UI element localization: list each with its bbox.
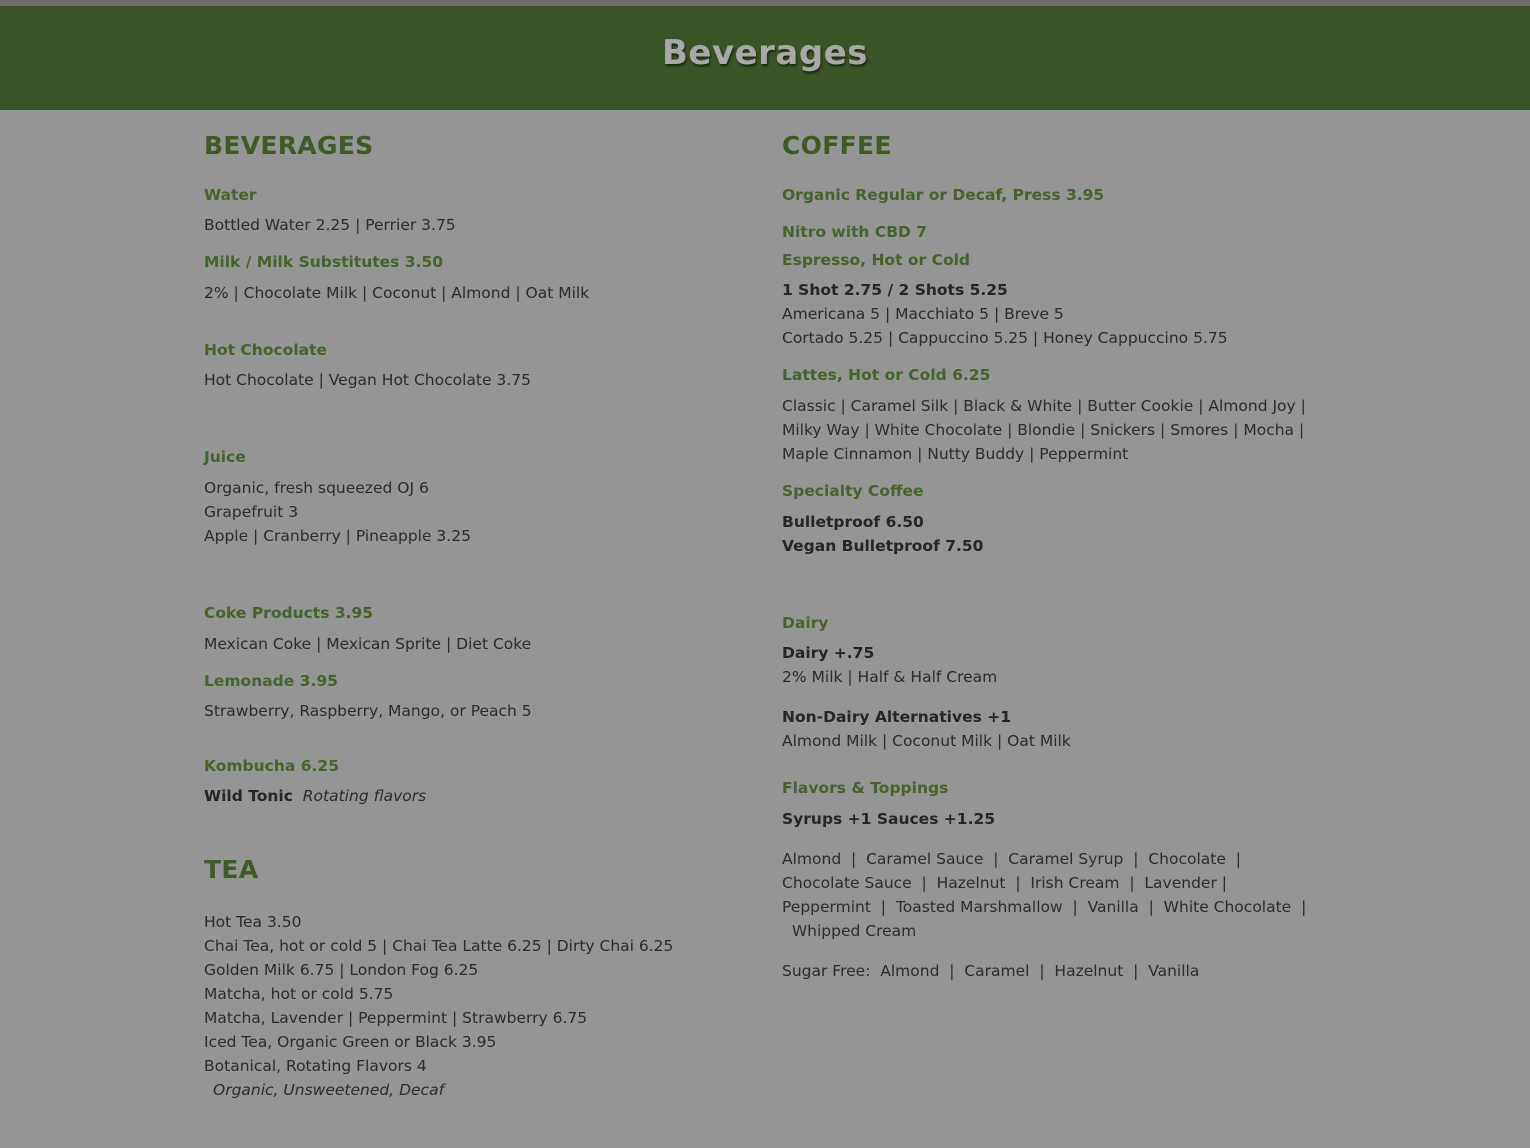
lemonade-line: Strawberry, Raspberry, Mango, or Peach 5 [204,702,532,720]
dairy-price: Dairy +.75 [782,644,875,662]
flavors-line: Almond | Caramel Sauce | Caramel Syrup | Chocolate | [782,850,1241,868]
tea-line: Chai Tea, hot or cold 5 | Chai Tea Latte 6.25 | Dirty Chai 6.25 [204,937,674,955]
tea-line: Hot Tea 3.50 [204,913,302,931]
tea-line: Matcha, hot or cold 5.75 [204,985,394,1003]
juice-title: Juice [204,448,246,466]
specialty-line: Bulletproof 6.50 [782,513,924,531]
water-title: Water [204,186,257,204]
kombucha-title: Kombucha 6.25 [204,757,339,775]
flavors-prices: Syrups +1 Sauces +1.25 [782,810,996,828]
espresso-title: Espresso, Hot or Cold [782,251,970,269]
tea-note: Organic, Unsweetened, Decaf [213,1081,445,1099]
lattes-line: Milky Way | White Chocolate | Blondie | Snickers | Smores | Mocha | [782,421,1305,439]
lattes-line: Maple Cinnamon | Nutty Buddy | Peppermint [782,445,1129,463]
milk-line: 2% | Chocolate Milk | Coconut | Almond | Oat Milk [204,284,590,302]
milk-title: Milk / Milk Substitutes 3.50 [204,253,444,271]
tea-line: Golden Milk 6.75 | London Fog 6.25 [204,961,479,979]
kombucha-line [204,784,426,808]
coke-title: Coke Products 3.95 [204,604,374,622]
flavors-line: Peppermint | Toasted Marshmallow | Vanilla | White Chocolate | [782,898,1307,916]
coke-line: Mexican Coke | Mexican Sprite | Diet Coke [204,635,532,653]
organic-coffee-title: Organic Regular or Decaf, Press 3.95 [782,186,1105,204]
kombucha-brand: Wild Tonic [204,787,293,805]
tea-line: Iced Tea, Organic Green or Black 3.95 [204,1033,497,1051]
flavors-title: Flavors & Toppings [782,779,949,797]
kombucha-note: Rotating flavors [302,787,427,805]
page-banner [0,6,1530,110]
hot-chocolate-title: Hot Chocolate [204,341,328,359]
hot-chocolate-line: Hot Chocolate | Vegan Hot Chocolate 3.75 [204,371,531,389]
lemonade-title: Lemonade 3.95 [204,672,338,690]
juice-line: Organic, fresh squeezed OJ 6 [204,479,429,497]
water-line: Bottled Water 2.25 | Perrier 3.75 [204,216,456,234]
espresso-shots: 1 Shot 2.75 / 2 Shots 5.25 [782,281,1008,299]
dairy-line: 2% Milk | Half & Half Cream [782,668,998,686]
lattes-title: Lattes, Hot or Cold 6.25 [782,366,991,384]
nitro-title: Nitro with CBD 7 [782,223,928,241]
sugar-free-line: Sugar Free: Almond | Caramel | Hazelnut | Vanilla [782,962,1200,980]
beverages-heading: BEVERAGES [204,131,374,160]
nondairy-price: Non-Dairy Alternatives +1 [782,708,1011,726]
flavors-line: Whipped Cream [782,922,917,940]
nondairy-line: Almond Milk | Coconut Milk | Oat Milk [782,732,1071,750]
tea-line: Botanical, Rotating Flavors 4 [204,1057,427,1075]
coffee-heading: COFFEE [782,131,892,160]
tea-heading: TEA [204,855,259,884]
juice-line: Apple | Cranberry | Pineapple 3.25 [204,527,471,545]
page-title: Beverages [661,33,869,73]
flavors-line: Chocolate Sauce | Hazelnut | Irish Cream | Lavender | [782,874,1227,892]
lattes-line: Classic | Caramel Silk | Black & White | Butter Cookie | Almond Joy | [782,397,1306,415]
espresso-line: Cortado 5.25 | Cappuccino 5.25 | Honey Cappuccino 5.75 [782,329,1228,347]
tea-line: Matcha, Lavender | Peppermint | Strawberry 6.75 [204,1009,588,1027]
specialty-line: Vegan Bulletproof 7.50 [782,537,984,555]
espresso-line: Americana 5 | Macchiato 5 | Breve 5 [782,305,1064,323]
dairy-title: Dairy [782,614,829,632]
juice-line: Grapefruit 3 [204,503,299,521]
specialty-title: Specialty Coffee [782,482,924,500]
